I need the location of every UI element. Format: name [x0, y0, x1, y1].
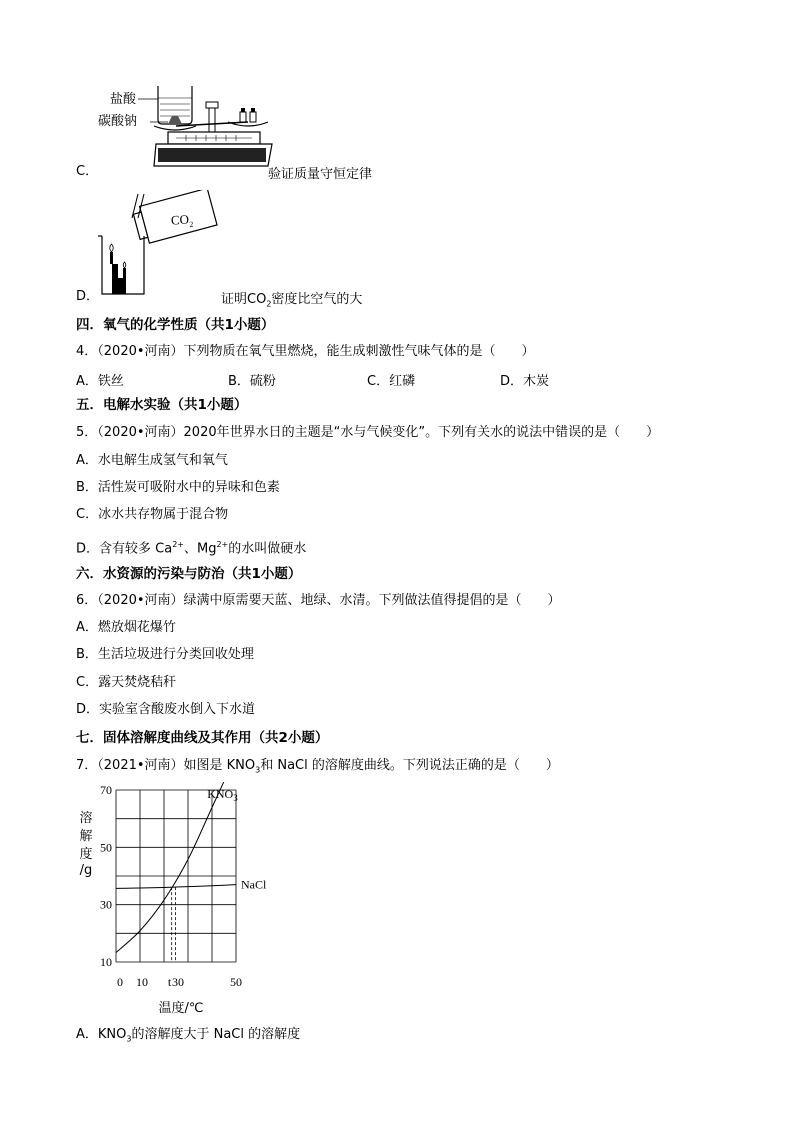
question-5-option-b: B．活性炭可吸附水中的异味和色素 [76, 480, 280, 495]
y-tick-label: 10 [100, 955, 112, 969]
series-label-kno3: $KNO_3$ [207, 787, 238, 803]
question-6-option-d: D．实验室含酸废水倒入下水道 [76, 702, 256, 717]
y-axis-label-char: 度 [79, 847, 93, 862]
question-4-option-d: D．木炭 [500, 374, 550, 389]
question-7-stem: 7．（2021•河南）如图是 $KNO_3$和 NaCl 的溶解度曲线。下列说法正确的是（ ） [76, 758, 559, 775]
option-c-caption: 验证质量守恒定律 [268, 167, 373, 182]
x-tick-label: 30 [172, 975, 184, 989]
question-7-option-a: A．$KNO_3$的溶解度大于 NaCl 的溶解度 [76, 1027, 301, 1044]
question-5-option-d: D．含有较多 $Ca^{2+}$、$Mg^{2+}$的水叫做硬水 [76, 540, 307, 557]
label-sodium-carbonate: 碳酸钠 [98, 114, 138, 129]
balance-illustration [96, 72, 276, 172]
y-axis-label-char: 溶 [79, 811, 93, 826]
x-axis-label: 温度/℃ [158, 1001, 204, 1016]
question-4-stem: 4．（2020•河南）下列物质在氧气里燃烧，能生成刺激性气味气体的是（ ） [76, 344, 535, 359]
series-line-nacl [116, 885, 236, 889]
series-label-nacl: NaCl [241, 877, 267, 892]
option-c-figure [96, 72, 276, 172]
y-axis-label-char: /g [79, 863, 93, 878]
option-d-caption: 证明$CO_2$密度比空气的大 [221, 292, 363, 309]
series-line-kno3 [116, 782, 224, 953]
question-6-option-c: C．露天焚烧秸秆 [76, 675, 177, 690]
question-5-option-a: A．水电解生成氢气和氧气 [76, 453, 228, 468]
section-4-heading: 四．氧气的化学性质（共1小题） [76, 317, 275, 333]
y-tick-label: 30 [100, 897, 112, 912]
y-tick-label: 50 [100, 840, 112, 855]
option-c-letter: C． [76, 164, 99, 179]
question-5-option-c: C．冰水共存物属于混合物 [76, 507, 229, 522]
co2-jar-label: $CO_2$ [170, 211, 194, 230]
solubility-curve-chart [70, 782, 310, 1022]
x-tick-label: t [167, 975, 172, 989]
question-6-option-a: A．燃放烟花爆竹 [76, 620, 176, 635]
question-4-option-a: A．铁丝 [76, 374, 124, 389]
question-5-stem: 5．（2020•河南）2020年世界水日的主题是“水与气候变化”。下列有关水的说法中错误的是（ ） [76, 425, 660, 440]
option-d-letter: D． [76, 289, 100, 304]
x-tick-label: 10 [136, 975, 148, 989]
question-4-option-c: C．红磷 [367, 374, 416, 389]
y-tick-label: 70 [100, 783, 112, 797]
y-axis-label-char: 解 [79, 829, 93, 844]
question-4-option-b: B．硫粉 [228, 374, 276, 389]
x-tick-label: 50 [230, 975, 242, 989]
co2-pouring-illustration [96, 190, 226, 302]
section-5-heading: 五．电解水实验（共1小题） [76, 397, 248, 413]
question-6-option-b: B．生活垃圾进行分类回收处理 [76, 647, 254, 662]
section-7-heading: 七．固体溶解度曲线及其作用（共2小题） [76, 730, 329, 746]
section-6-heading: 六．水资源的污染与防治（共1小题） [76, 566, 302, 582]
label-hydrochloric-acid: 盐酸 [110, 92, 137, 107]
x-tick-label: 0 [117, 975, 123, 989]
question-6-stem: 6．（2020•河南）绿满中原需要天蓝、地绿、水清。下列做法值得提倡的是（ ） [76, 593, 561, 608]
